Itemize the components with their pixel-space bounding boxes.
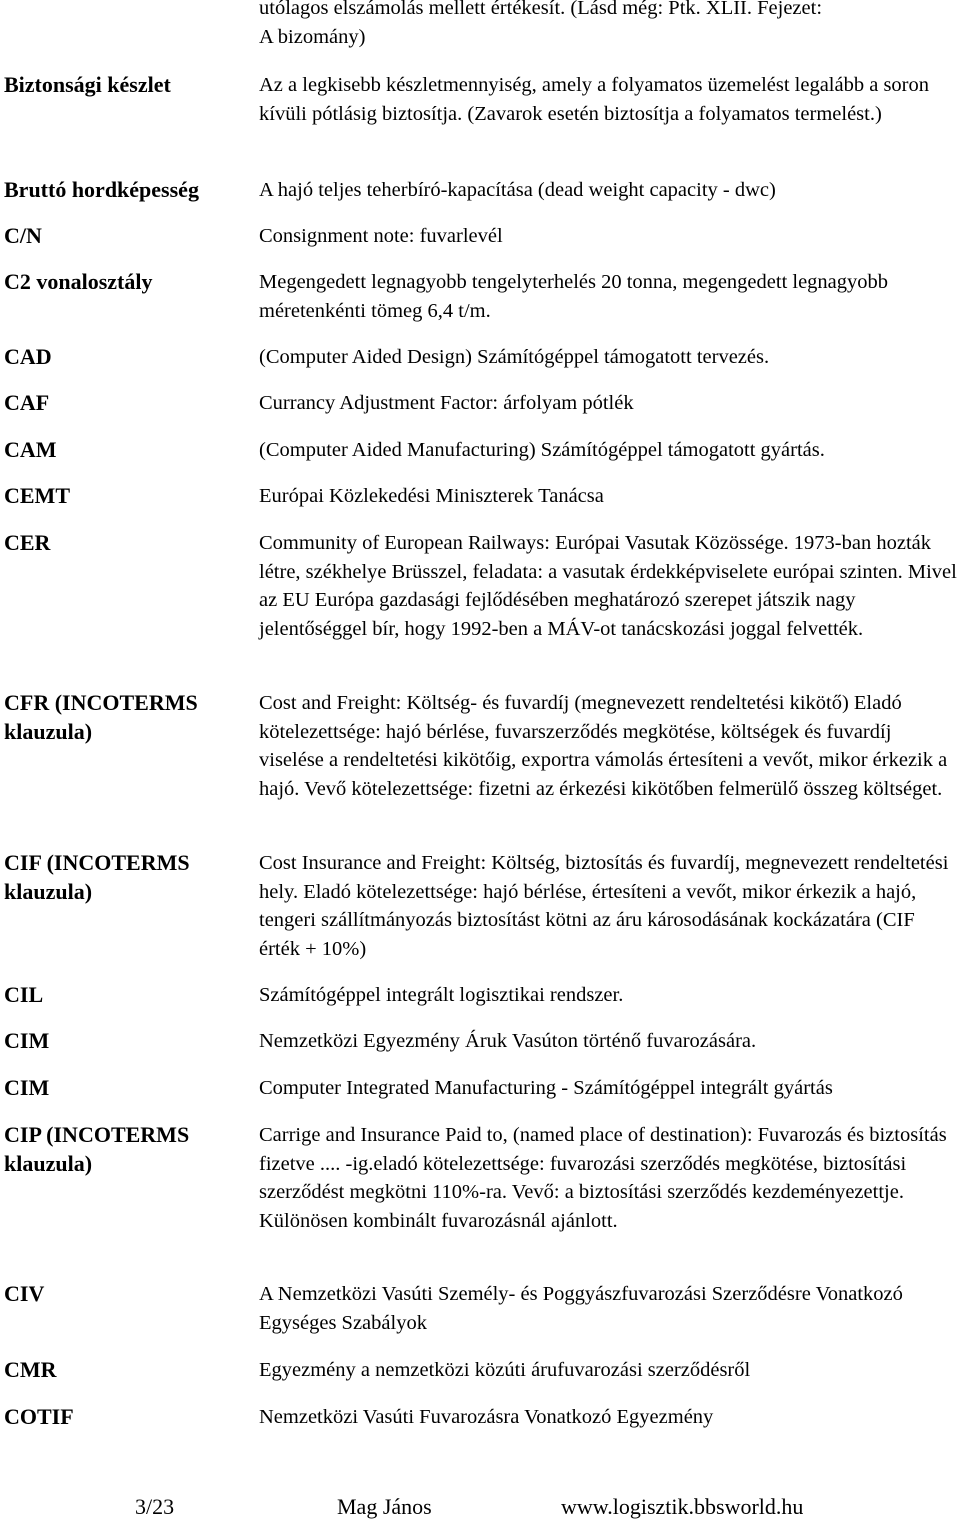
website-url: www.logisztik.bbsworld.hu <box>561 1494 804 1519</box>
entry-term: CIL <box>4 982 44 1007</box>
entry-term: CAF <box>4 390 50 415</box>
entry-definition: Nemzetközi Egyezmény Áruk Vasúton történő fuvarozására. <box>259 1030 757 1052</box>
entry-definition: Currancy Adjustment Factor: árfolyam pótlék <box>259 392 634 414</box>
entry-definition: (Computer Aided Manufacturing) Számítógéppel támogatott gyártás. <box>259 439 825 461</box>
page-number: 3/23 <box>135 1494 175 1519</box>
entry-definition: Az a legkisebb készletmennyiség, amely a folyamatos üzemelést legalább a soron kívüli pótlásig biztosítja. (Zavarok esetén biztosítja a folyamatos termelést.) <box>259 74 930 125</box>
entry-definition: Egyezmény a nemzetközi közúti árufuvarozási szerződésről <box>259 1359 751 1381</box>
entry-term: CIP (INCOTERMS klauzula) <box>4 1122 190 1176</box>
entry-term: CAD <box>4 344 52 369</box>
entry-definition: Consignment note: fuvarlevél <box>259 225 503 247</box>
entry-term: CAM <box>4 437 57 462</box>
top-continuation-text <box>259 0 959 51</box>
entry-definition: Cost Insurance and Freight: Költség, biztosítás és fuvardíj, megnevezett rendeltetési hely. Eladó kötelezettsége: hajó bérlése, értesíteni a vevőt, mikor érkezik a hajó, tengeri szállítmányozás biztosítást kötni az áru károsodásának kockázatára (CIF érték + 10%) <box>259 852 949 960</box>
entry-term: C2 vonalosztály <box>4 269 153 294</box>
entry-definition: Európai Közlekedési Miniszterek Tanácsa <box>259 485 604 507</box>
entry-term: Bruttó hordképesség <box>4 177 199 202</box>
entry-term: CIV <box>4 1281 45 1306</box>
entry-definition: Cost and Freight: Költség- és fuvardíj (megnevezett rendeltetési kikötő) Eladó kötelezettsége: hajó bérlése, fuvarszerződés megkötése, költségek és fuvardíj viselése a rendeltetési kikötőig, exportra vámolás értesíteni a vevőt, mikor érkezik a hajó. Vevő kötelezettsége: fizetni az érkezési kikötőben felmerülő összeg költséget. <box>259 692 948 800</box>
entry-definition: Számítógéppel integrált logisztikai rendszer. <box>259 984 624 1006</box>
entry-definition: (Computer Aided Design) Számítógéppel támogatott tervezés. <box>259 346 770 368</box>
entry-definition: Carrige and Insurance Paid to, (named place of destination): Fuvarozás és biztosítás fizetve .... -ig.eladó kötelezettsége: fuvarozási szerződés megkötése, biztosítási szerződést megkötni 110%-ra. Vevő: a biztosítási szerződés kezdeményezettje. Különösen kombinált fuvarozásnál ajánlott. <box>259 1124 947 1232</box>
entry-term: CER <box>4 530 51 555</box>
entry-term: COTIF <box>4 1404 74 1429</box>
entry-definition: A Nemzetközi Vasúti Személy- és Poggyászfuvarozási Szerződésre Vonatkozó Egységes Szabályok <box>259 1283 903 1334</box>
entry-term: CIM <box>4 1028 50 1053</box>
continuation-line-2: A bizomány) <box>259 25 366 48</box>
continuation-line-1: utólagos elszámolás mellett értékesít. (Lásd még: Ptk. XLII. Fejezet: <box>259 0 823 19</box>
entry-definition: Computer Integrated Manufacturing - Számítógéppel integrált gyártás <box>259 1077 833 1099</box>
entry-term: Biztonsági készlet <box>4 72 171 97</box>
entry-definition: Nemzetközi Vasúti Fuvarozásra Vonatkozó Egyezmény <box>259 1406 714 1428</box>
entry-term: CFR (INCOTERMS klauzula) <box>4 690 198 744</box>
entry-term: C/N <box>4 223 42 248</box>
page-footer <box>0 1493 960 1523</box>
entry-term: CIF (INCOTERMS klauzula) <box>4 850 190 904</box>
entry-definition: Megengedett legnagyobb tengelyterhelés 20 tonna, megengedett legnagyobb méretenkénti tömeg 6,4 t/m. <box>259 271 889 322</box>
entry-term: CIM <box>4 1075 50 1100</box>
author-name: Mag János <box>337 1494 432 1519</box>
entry-definition: Community of European Railways: Európai Vasutak Közössége. 1973-ban hozták létre, székhelye Brüsszel, feladata: a vasutak érdekképviselete európai szinten. Mivel az EU Európa gazdasági fejlődésében meghatározó szerepet játszik nagy jelentőséggel bír, hogy 1992-ben a MÁV-ot tanácskozási joggal felvették. <box>259 532 957 640</box>
entry-term: CEMT <box>4 483 70 508</box>
entry-definition: A hajó teljes teherbíró-kapacítása (dead weight capacity - dwc) <box>259 179 776 201</box>
entry-term: CMR <box>4 1357 57 1382</box>
